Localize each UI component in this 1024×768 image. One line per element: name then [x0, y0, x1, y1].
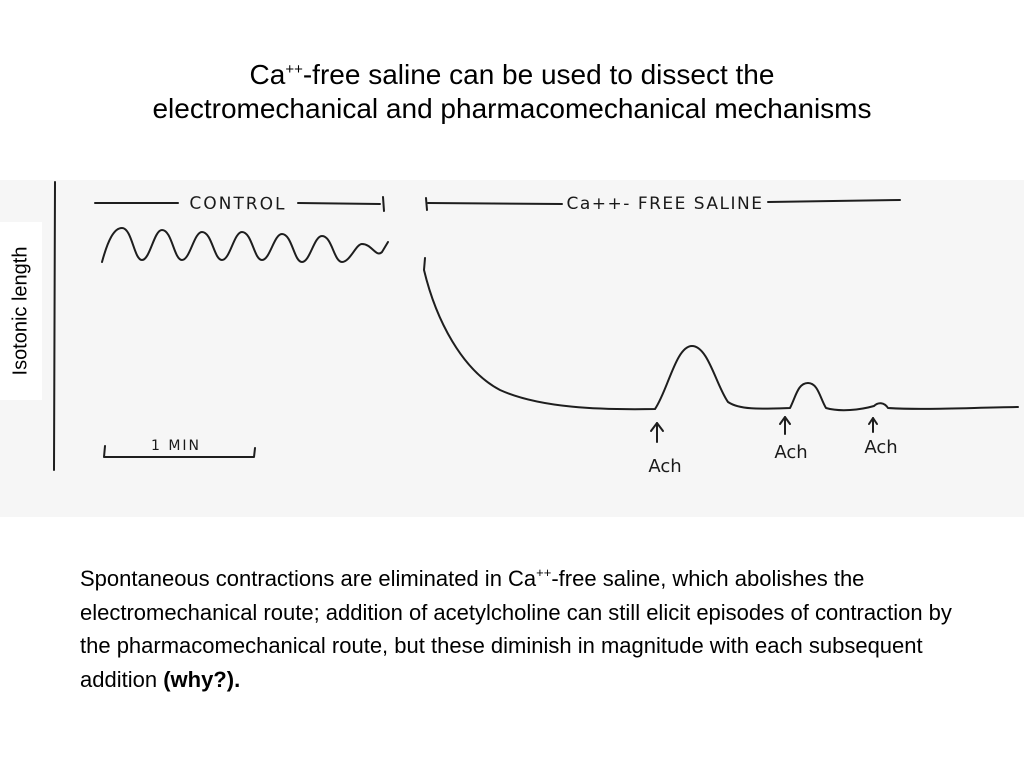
- caption-text: [80, 562, 960, 696]
- slide-title: [0, 58, 1024, 126]
- control-bracket-tick: [383, 197, 384, 211]
- recording-svg: [0, 180, 1024, 517]
- caption-superscript: ++: [536, 565, 552, 580]
- cafree-bracket-tick: [426, 198, 427, 210]
- caption-part1: Spontaneous contractions are eliminated in Ca: [80, 566, 537, 591]
- cafree-trace: [424, 258, 1018, 410]
- title-ca: Ca: [249, 59, 286, 90]
- y-axis-label: Isotonic length: [9, 246, 32, 376]
- cafree-bracket-left: [428, 203, 562, 204]
- title-superscript: ++: [285, 61, 303, 78]
- control-trace: [102, 228, 388, 262]
- y-axis-line: [54, 182, 55, 470]
- scale-bar-label: 1 MIN: [150, 438, 202, 454]
- cafree-bracket-right: [768, 200, 900, 202]
- ach-label-2: Ach: [774, 442, 808, 463]
- control-label: CONTROL: [189, 193, 287, 215]
- control-bracket-right: [298, 203, 380, 204]
- ach-label-1: Ach: [648, 456, 682, 477]
- cafree-label: Ca++- FREE SALINE: [566, 194, 764, 214]
- y-axis-label-box: [0, 222, 42, 400]
- ach-label-3: Ach: [864, 437, 898, 458]
- caption-why: (why?).: [163, 666, 241, 692]
- caption-part2: -free saline, which abolishes the electromechanical route; addition of acetylcholine can still elicit episodes of contraction by the pharmacomechanical route, but these diminish in magnitude with each subsequent addition: [80, 566, 952, 692]
- title-line1-rest: -free saline can be used to dissect the: [302, 59, 775, 90]
- title-line2: electromechanical and pharmacomechanical mechanisms: [152, 93, 872, 124]
- recording-diagram: [0, 180, 1024, 517]
